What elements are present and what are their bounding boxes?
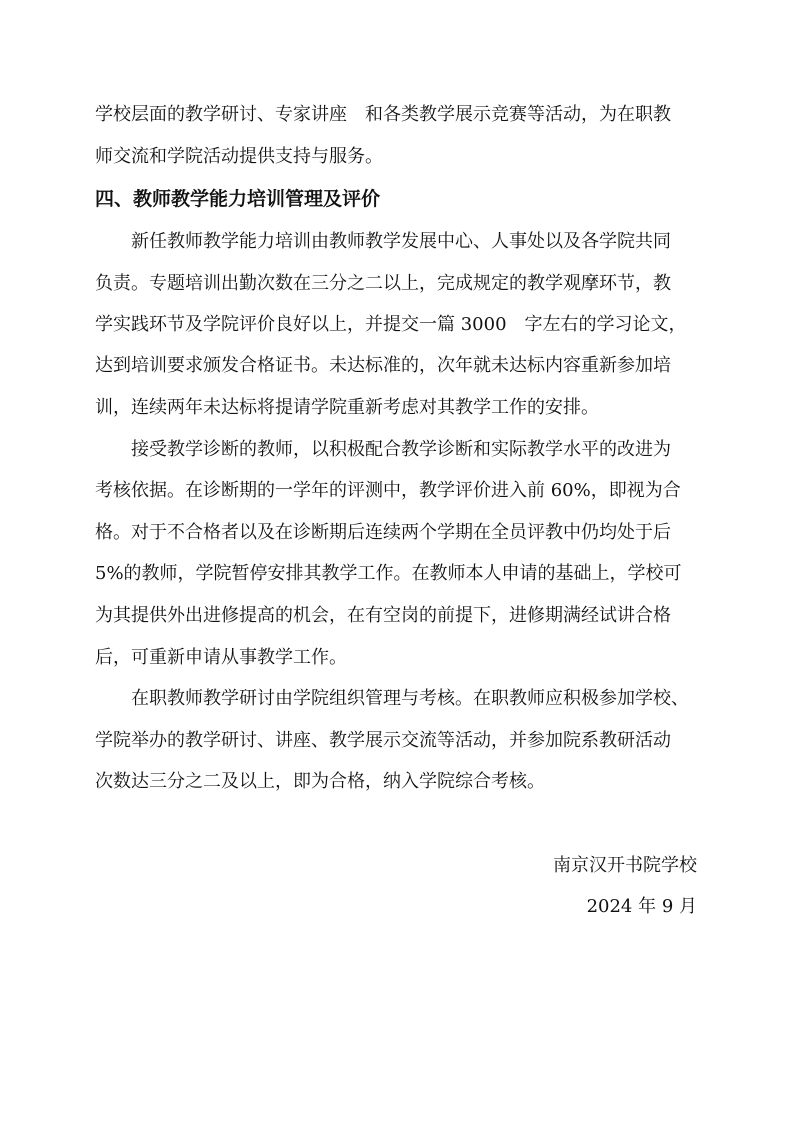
para2-line-4: 5%的教师，学院暂停安排其教学工作。在教师本人申请的基础上，学校可 <box>95 563 682 584</box>
signature-date: 2024 年 9 月 <box>586 896 697 917</box>
para3-line-3: 次数达三分之二及以上，即为合格，纳入学院综合考核。 <box>95 771 545 792</box>
para1-line-4: 达到培训要求颁发合格证书。未达标准的，次年就未达标内容重新参加培 <box>95 355 671 376</box>
para2-line-6: 后，可重新申请从事教学工作。 <box>95 647 347 668</box>
para3-line-1: 在职教师教学研讨由学院组织管理与考核。在职教师应积极参加学校、 <box>95 688 689 709</box>
para1-line-1: 新任教师教学能力培训由教师教学发展中心、人事处以及各学院共同 <box>95 231 671 252</box>
para1-line-5: 训，连续两年未达标将提请学院重新考虑对其教学工作的安排。 <box>95 397 599 418</box>
intro-line-2: 师交流和学院活动提供支持与服务。 <box>95 146 383 167</box>
para1-line-3: 学实践环节及学院评价良好以上，并提交一篇 3000 字左右的学习论文， <box>95 314 687 335</box>
section-heading: 四、教师教学能力培训管理及评价 <box>95 188 381 210</box>
para2-line-5: 为其提供外出进修提高的机会，在有空岗的前提下，进修期满经试讲合格 <box>95 605 671 626</box>
para2-line-3: 格。对于不合格者以及在诊断期后连续两个学期在全员评教中仍均处于后 <box>95 522 671 543</box>
signature-organization: 南京汉开书院学校 <box>553 855 697 876</box>
intro-line-1: 学校层面的教学研讨、专家讲座 和各类教学展示竞赛等活动，为在职教 <box>95 104 671 125</box>
para2-line-1: 接受教学诊断的教师，以积极配合教学诊断和实际教学水平的改进为 <box>95 439 671 460</box>
para3-line-2: 学院举办的教学研讨、讲座、教学展示交流等活动，并参加院系教研活动 <box>95 730 671 751</box>
para1-line-2: 负责。专题培训出勤次数在三分之二以上，完成规定的教学观摩环节，教 <box>95 273 671 294</box>
para2-line-2: 考核依据。在诊断期的一学年的评测中，教学评价进入前 60%，即视为合 <box>95 480 681 501</box>
